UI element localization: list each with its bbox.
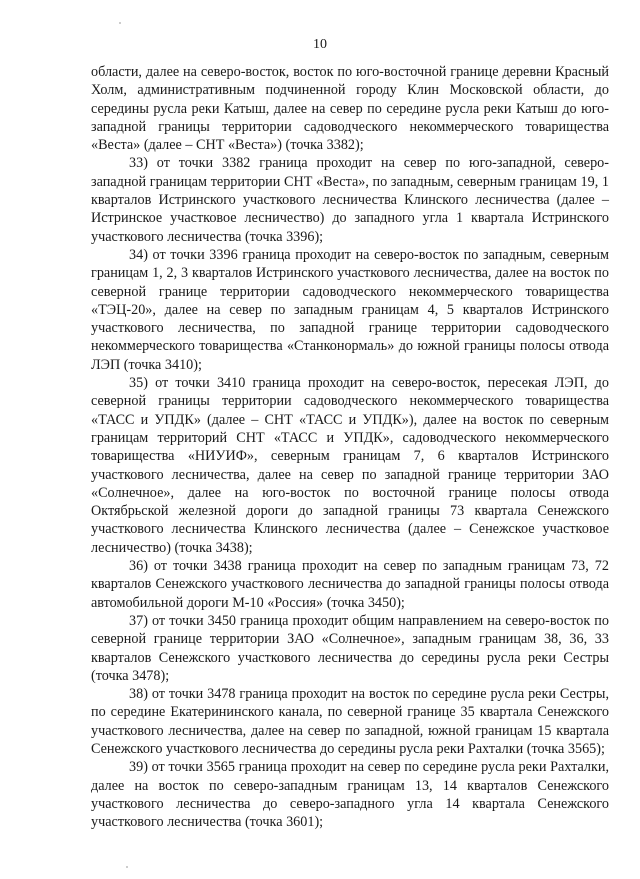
page-number: 10 — [313, 37, 327, 52]
paragraph-item-35: 35) от точки 3410 граница проходит на северо-восток, пересекая ЛЭП, до северной границы территории садоводческого некоммерческого товарищества «ТАСС и УПДК» (далее – СНТ «ТАСС и УПДК»), далее на восток по северным границам территорий СНТ «ТАСС и УПДК», садоводческого некоммерческого товарищества «НИУИФ», северным границам 7, 6 кварталов Истринского участкового лесничества, далее на север по западной границе территории ЗАО «Солнечное», далее на юго-восток по восточной границе полосы отвода Октябрьской железной дороги до западной границы 73 квартала Сенежского участкового лесничества Клинского лесничества (далее – Сенежское участковое лесничество) (точка 3438); — [91, 375, 609, 556]
paragraph-item-34: 34) от точки 3396 граница проходит на северо-восток по западным, северным границам 1, 2, 3 кварталов Истринского участкового лесничества, далее на восток по северной границе территории садоводческого некоммерческого товарищества «ТЭЦ-20», далее на север по западным границам 4, 5 кварталов Истринского участкового лесничества, по западной границе территории садоводческого некоммерческого товарищества «Станконормаль» до южной границы полосы отвода ЛЭП (точка 3410); — [91, 246, 609, 373]
scan-speck — [126, 866, 128, 868]
paragraph-continuation: области, далее на северо-восток, восток по юго-восточной границе деревни Красный Холм, административным подчиненной городу Клин Московской области, до середины русла реки Катыш, далее на север по середине русла реки Катыш до юго-западной границы территории садоводческого некоммерческого товарищества «Веста» (далее – СНТ «Веста») (точка 3382); — [91, 64, 609, 154]
scan-speck — [119, 22, 121, 24]
document-body — [91, 63, 609, 831]
paragraph-item-33: 33) от точки 3382 граница проходит на север по юго-западной, северо-западной границам территории СНТ «Веста», по западным, северным границам 19, 1 кварталов Истринского участкового лесничества Клинского лесничества (далее – Истринское участковое лесничество) до западного угла 1 квартала Истринского участкового лесничества (точка 3396); — [91, 155, 609, 245]
paragraph-item-37: 37) от точки 3450 граница проходит общим направлением на северо-восток по северной границе территории ЗАО «Солнечное», западным границам 38, 36, 33 кварталов Сенежского участкового лесничества до середины русла реки Сестры (точка 3478); — [91, 612, 609, 684]
paragraph-item-36: 36) от точки 3438 граница проходит на север по западным границам 73, 72 кварталов Сенежского участкового лесничества до западной границы полосы отвода автомобильной дороги М-10 «Россия» (точка 3450); — [91, 558, 609, 611]
paragraph-item-38: 38) от точки 3478 граница проходит на восток по середине русла реки Сестры, по середине Екатерининского канала, по северной границе 35 квартала Сенежского участкового лесничества, далее на север по западной, южной границам 15 квартала Сенежского участкового лесничества до середины русла реки Рахталки (точка 3565); — [91, 686, 609, 757]
paragraph-item-39: 39) от точки 3565 граница проходит на север по середине русла реки Рахталки, далее на восток по северо-западным границам 13, 14 кварталов Сенежского участкового лесничества до северо-западного угла 14 квартала Сенежского участкового лесничества (точка 3601); — [91, 759, 609, 831]
